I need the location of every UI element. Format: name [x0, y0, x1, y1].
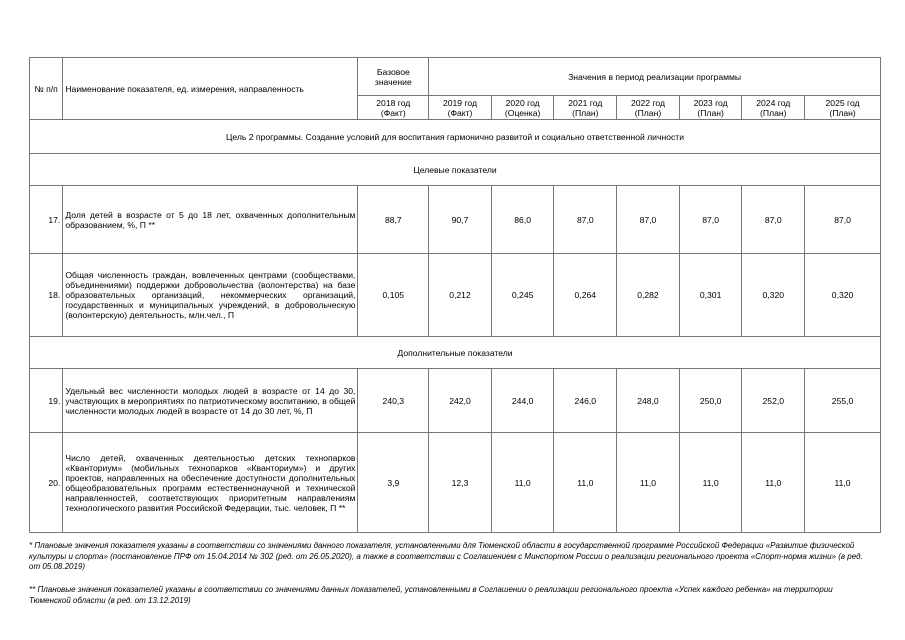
indicators-table: [29, 57, 881, 533]
value-cell: 87,0: [805, 186, 881, 254]
row-number: 18.: [30, 254, 63, 337]
value-cell: 11,0: [617, 433, 680, 533]
value-cell: 88,7: [358, 186, 429, 254]
value-cell: 11,0: [679, 433, 742, 533]
value-cell: 3,9: [358, 433, 429, 533]
year-type-label: (План): [634, 107, 662, 118]
value-cell: 90,7: [429, 186, 492, 254]
year-type-label: (План): [760, 107, 787, 118]
value-cell: 250,0: [679, 369, 742, 433]
year-header: [742, 96, 805, 120]
value-cell: 86,0: [491, 186, 554, 254]
value-cell: 12,3: [429, 433, 492, 533]
year-header: [358, 96, 429, 120]
section-row: [30, 337, 881, 369]
value-cell: 0,282: [617, 254, 680, 337]
year-type-label: (Факт): [380, 107, 406, 118]
value-cell: 0,301: [679, 254, 742, 337]
year-type-label: (Факт): [447, 107, 473, 118]
year-label: 2018 год: [376, 97, 411, 108]
value-cell: 11,0: [491, 433, 554, 533]
indicator-name: Доля детей в возрасте от 5 до 18 лет, охваченных дополнительным образованием, %, П **: [63, 186, 358, 254]
value-cell: 11,0: [554, 433, 617, 533]
value-cell: 252,0: [742, 369, 805, 433]
year-header: [491, 96, 554, 120]
col-base-header: Базовое значение: [358, 58, 429, 96]
value-cell: 87,0: [742, 186, 805, 254]
year-label: 2020 год: [505, 97, 540, 108]
value-cell: 242,0: [429, 369, 492, 433]
value-cell: 87,0: [679, 186, 742, 254]
year-label: 2023 год: [693, 97, 728, 108]
year-type-label: (План): [697, 107, 724, 118]
value-cell: 248,0: [617, 369, 680, 433]
year-header: [805, 96, 881, 120]
table-row: [30, 186, 881, 254]
year-header: [554, 96, 617, 120]
year-header: [617, 96, 680, 120]
year-label: 2025 год: [825, 97, 860, 108]
year-label: 2019 год: [442, 97, 478, 108]
value-cell: 0,105: [358, 254, 429, 337]
value-cell: 240,3: [358, 369, 429, 433]
year-label: 2021 год: [568, 97, 603, 108]
value-cell: 244,0: [491, 369, 554, 433]
year-type-label: (План): [572, 107, 599, 118]
goal-text: Цель 2 программы. Создание условий для воспитания гармонично развитой и социально ответственной личности: [30, 120, 881, 154]
year-label: 2024 год: [756, 97, 791, 108]
year-header: [429, 96, 492, 120]
section-row: [30, 154, 881, 186]
year-type-label: (План): [829, 107, 856, 118]
value-cell: 246,0: [554, 369, 617, 433]
value-cell: 0,264: [554, 254, 617, 337]
row-number: 17.: [30, 186, 63, 254]
table-row: [30, 254, 881, 337]
value-cell: 11,0: [805, 433, 881, 533]
value-cell: 11,0: [742, 433, 805, 533]
indicator-name: Общая численность граждан, вовлеченных центрами (сообществами, объединениями) поддержки добровольчества (волонтерства) на базе образовательных организаций, некоммерческих организаций, государственных и муниципальных учреждений, в добровольческую (волонтерскую) деятельность, млн.чел., П: [63, 254, 358, 337]
indicator-name: Число детей, охваченных деятельностью детских технопарков «Кванториум» (мобильных технопарков «Кванториум») и других проектов, направленных на обеспечение доступности дополнительных общеобразовательных программ естественнонаучной и технической направленностей, соответствующих приоритетным направлениям технологического развития Российской Федерации, тыс. человек, П **: [63, 433, 358, 533]
value-cell: 255,0: [805, 369, 881, 433]
goal-row: [30, 120, 881, 154]
year-header: [679, 96, 742, 120]
footnote-2: ** Плановые значения показателей указаны в соответствии со значениями данных показателей, установленными в Соглашении о реализации регионального проекта «Успех каждого ребенка» на территории Тюменской области (в ред. от 13.12.2019): [29, 585, 833, 605]
row-number: 19.: [30, 369, 63, 433]
table-row: [30, 369, 881, 433]
value-cell: 87,0: [617, 186, 680, 254]
header-row: [30, 58, 881, 96]
value-cell: 0,245: [491, 254, 554, 337]
value-cell: 0,212: [429, 254, 492, 337]
section-target-label: Целевые показатели: [30, 154, 881, 186]
table-row: [30, 433, 881, 533]
value-cell: 0,320: [805, 254, 881, 337]
value-cell: 0,320: [742, 254, 805, 337]
value-cell: 87,0: [554, 186, 617, 254]
col-num-header: № п/п: [30, 58, 63, 120]
section-additional-label: Дополнительные показатели: [30, 337, 881, 369]
row-number: 20.: [30, 433, 63, 533]
col-period-header: Значения в период реализации программы: [429, 58, 881, 96]
col-name-header: Наименование показателя, ед. измерения, направленность: [63, 58, 358, 120]
footnote-1: * Плановые значения показателя указаны в соответствии со значениями данного показателя, установленными для Тюменской области в государственной программе Российской Федерации «Развитие физической культуры и спорта» (постановление ПРФ от 15.04.2014 № 302 (ред. от 26.05.2020), а также в соответствии с Соглашением с Минспортом России о реализации регионального проекта «Спорт-норма жизни» (в ред. от 05.08.2019): [29, 541, 863, 571]
indicator-name: Удельный вес численности молодых людей в возрасте от 14 до 30, участвующих в мероприятиях по патриотическому воспитанию, в общей численности молодых людей в возрасте от 14 до 30 лет, %, П: [63, 369, 358, 433]
year-type-label: (Оценка): [504, 107, 541, 118]
year-label: 2022 год: [630, 97, 665, 108]
